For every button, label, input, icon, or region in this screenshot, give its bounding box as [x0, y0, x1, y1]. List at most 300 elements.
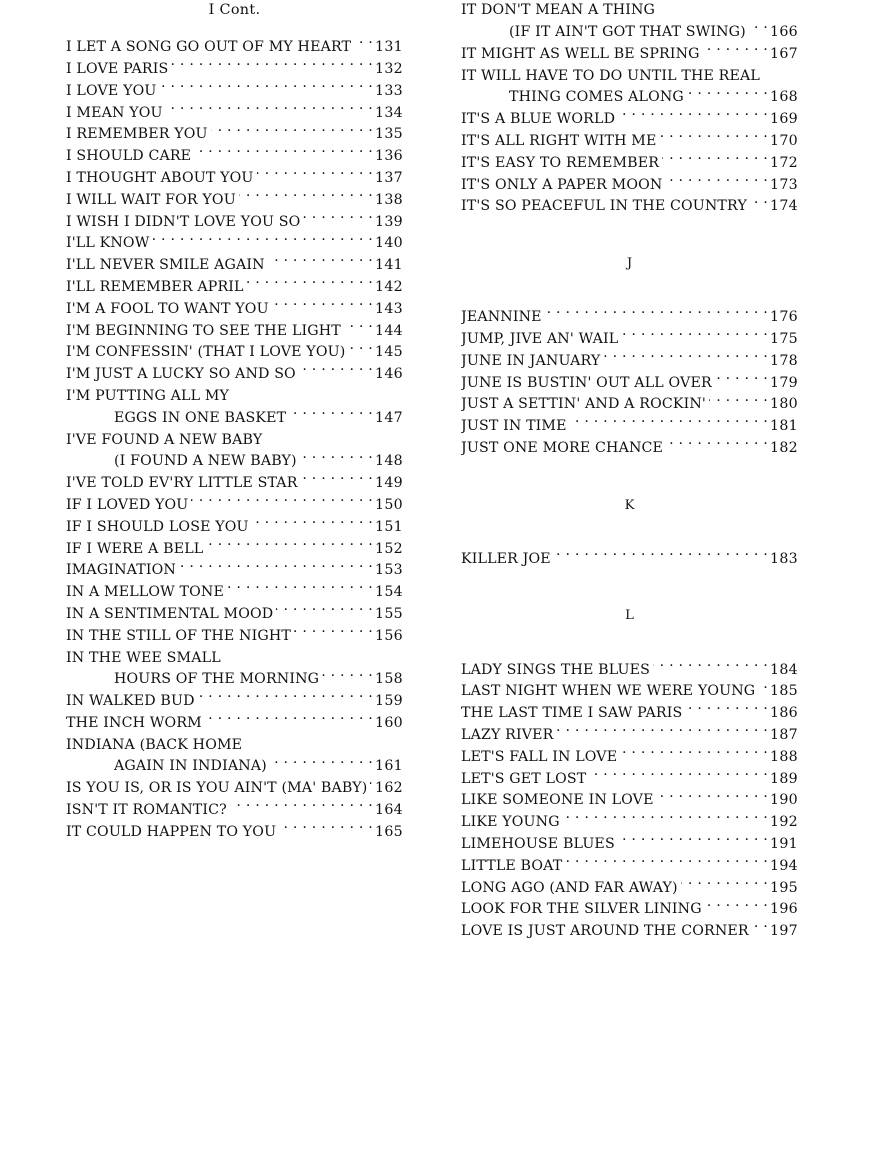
dot-leader	[554, 549, 768, 563]
entry-title: IT'S EASY TO REMEMBER	[461, 154, 660, 171]
entry-title: INDIANA (BACK HOME	[66, 736, 243, 753]
index-entry-line	[461, 703, 798, 725]
index-entry-line	[66, 277, 403, 299]
index-entry[interactable]	[461, 812, 798, 834]
index-entry[interactable]	[66, 102, 403, 124]
index-entry[interactable]	[66, 473, 403, 495]
index-entry[interactable]	[461, 372, 798, 394]
index-entry-line-continued	[66, 429, 403, 451]
dot-leader	[662, 153, 768, 167]
dot-leader	[265, 429, 401, 443]
entry-title: ISN'T IT ROMANTIC?	[66, 802, 227, 819]
entry-page-number: 152	[375, 540, 403, 557]
entry-title: LET'S FALL IN LOVE	[461, 748, 618, 765]
entry-title: LIKE SOMEONE IN LOVE	[461, 792, 654, 809]
index-entry-line	[66, 778, 403, 800]
section-spacer-bottom	[461, 274, 798, 307]
entry-title: JEANNINE	[461, 309, 542, 326]
dot-leader	[205, 713, 373, 727]
entry-page-number: 180	[770, 396, 798, 413]
entry-page-number: 196	[770, 901, 798, 918]
entry-page-number: 197	[770, 923, 798, 940]
dot-leader	[563, 812, 768, 826]
index-entry[interactable]	[66, 517, 403, 539]
index-entry[interactable]	[461, 877, 798, 899]
dot-leader	[171, 59, 373, 73]
index-entry-line	[66, 364, 403, 386]
index-entry[interactable]	[66, 168, 403, 190]
index-entry-line	[461, 394, 798, 416]
dot-leader	[299, 364, 373, 378]
entry-page-number: 174	[770, 198, 798, 215]
dot-leader	[270, 756, 373, 770]
dot-leader	[300, 451, 373, 465]
index-entry[interactable]	[461, 44, 798, 66]
dot-leader	[301, 473, 373, 487]
index-entry[interactable]	[461, 703, 798, 725]
index-entry[interactable]	[66, 538, 403, 560]
entry-title: IT WILL HAVE TO DO UNTIL THE REAL	[461, 67, 760, 84]
dot-leader	[763, 65, 796, 79]
index-entry[interactable]	[66, 255, 403, 277]
entry-title: I'VE FOUND A NEW BABY	[66, 431, 263, 448]
section-spacer-top	[461, 218, 798, 254]
dot-leader	[370, 778, 373, 792]
entry-page-number: 192	[770, 814, 798, 831]
entry-title: EGGS IN ONE BASKET	[114, 409, 287, 426]
entry-title: LIKE YOUNG	[461, 814, 560, 831]
index-entry[interactable]	[461, 307, 798, 329]
entry-page-number: 141	[375, 257, 403, 274]
dot-leader	[570, 416, 768, 430]
dot-leader	[268, 255, 373, 269]
entry-title: I WISH I DIDN'T LOVE YOU SO	[66, 213, 301, 230]
index-entry-line	[461, 22, 798, 44]
entry-title: IMAGINATION	[66, 562, 176, 579]
entry-page-number: 147	[375, 409, 403, 426]
index-entry[interactable]	[461, 747, 798, 769]
dot-leader	[348, 342, 373, 356]
entry-page-number: 188	[770, 748, 798, 765]
entry-page-number: 140	[375, 235, 403, 252]
index-entry-line	[66, 495, 403, 517]
entry-page-number: 178	[770, 352, 798, 369]
entry-title: (I FOUND A NEW BABY)	[114, 453, 297, 470]
index-entry[interactable]	[66, 647, 403, 691]
header-spacer	[66, 20, 403, 37]
index-entry-line	[461, 372, 798, 394]
entry-title: IT MIGHT AS WELL BE SPRING	[461, 45, 700, 62]
index-entry-line	[461, 899, 798, 921]
index-entry[interactable]	[66, 37, 403, 59]
entry-title: AGAIN IN INDIANA)	[114, 758, 267, 775]
entry-title: I LOVE YOU	[66, 82, 157, 99]
entry-title: LOOK FOR THE SILVER LINING	[461, 901, 702, 918]
index-entry[interactable]	[66, 778, 403, 800]
index-entry-line-continued	[461, 0, 798, 22]
index-entry[interactable]	[461, 131, 798, 153]
index-entry-line	[461, 549, 798, 571]
dot-leader	[589, 768, 768, 782]
dot-leader	[658, 0, 796, 14]
index-entry-line	[461, 44, 798, 66]
entry-title: THE INCH WORM	[66, 714, 202, 731]
index-entry[interactable]	[66, 59, 403, 81]
dot-leader	[749, 22, 768, 36]
entry-page-number: 179	[770, 374, 798, 391]
entry-page-number: 155	[375, 605, 403, 622]
dot-leader	[715, 372, 768, 386]
dot-leader	[758, 681, 768, 695]
index-entry[interactable]	[66, 320, 403, 342]
index-entry[interactable]	[461, 790, 798, 812]
index-entry[interactable]	[461, 0, 798, 44]
dot-leader	[276, 604, 373, 618]
index-entry[interactable]	[66, 299, 403, 321]
entry-title: I LOVE PARIS	[66, 60, 169, 77]
index-entry-line	[66, 582, 403, 604]
index-entry-line	[66, 473, 403, 495]
dot-leader	[179, 560, 373, 574]
index-entry-line	[66, 146, 403, 168]
entry-page-number: 158	[375, 671, 403, 688]
index-entry-line	[66, 342, 403, 364]
dot-leader	[166, 102, 373, 116]
index-entry[interactable]	[66, 626, 403, 648]
entry-title: LITTLE BOAT	[461, 857, 563, 874]
index-entry[interactable]	[66, 233, 403, 255]
entry-title: I'VE TOLD EV'RY LITTLE STAR	[66, 475, 298, 492]
index-entry-line	[66, 517, 403, 539]
index-entry-line	[461, 921, 798, 943]
dot-leader	[703, 44, 768, 58]
entry-title: IN THE WEE SMALL	[66, 649, 221, 666]
dot-leader	[752, 921, 768, 935]
dot-leader	[211, 124, 373, 138]
entry-page-number: 186	[770, 705, 798, 722]
index-entry[interactable]	[66, 211, 403, 233]
dot-leader	[289, 408, 373, 422]
index-entry-line	[66, 800, 403, 822]
entry-page-number: 166	[770, 23, 798, 40]
dot-leader	[621, 329, 768, 343]
index-entry[interactable]	[461, 725, 798, 747]
index-entry[interactable]	[66, 146, 403, 168]
index-entry[interactable]	[66, 822, 403, 844]
entry-title: IN A MELLOW TONE	[66, 584, 224, 601]
entry-title: KILLER JOE	[461, 550, 551, 567]
entry-page-number: 187	[770, 726, 798, 743]
entry-title: I REMEMBER YOU	[66, 126, 208, 143]
section-spacer-bottom	[461, 516, 798, 549]
entry-title: I'M JUST A LUCKY SO AND SO	[66, 366, 296, 383]
index-entry[interactable]	[461, 834, 798, 856]
dot-leader	[705, 899, 768, 913]
dot-leader	[194, 146, 373, 160]
index-entry-line	[461, 329, 798, 351]
entry-page-number: 183	[770, 550, 798, 567]
entry-page-number: 133	[375, 82, 403, 99]
dot-leader	[159, 81, 373, 95]
dot-leader	[294, 626, 373, 640]
dot-leader	[618, 109, 768, 123]
entry-page-number: 134	[375, 104, 403, 121]
index-entry-line	[66, 211, 403, 233]
entry-page-number: 169	[770, 111, 798, 128]
dot-leader	[344, 320, 373, 334]
entry-title: JUNE IN JANUARY	[461, 352, 601, 369]
entry-title: LET'S GET LOST	[461, 770, 587, 787]
entry-title: I WILL WAIT FOR YOU	[66, 191, 236, 208]
entry-page-number: 161	[375, 758, 403, 775]
index-entry[interactable]	[461, 416, 798, 438]
entry-title: IS YOU IS, OR IS YOU AIN'T (MA' BABY)	[66, 780, 368, 797]
entry-title: LAST NIGHT WHEN WE WERE YOUNG	[461, 683, 756, 700]
entry-title: JUST A SETTIN' AND A ROCKIN'	[461, 396, 706, 413]
dot-leader	[152, 233, 373, 247]
entry-page-number: 162	[375, 780, 403, 797]
index-entry-line	[461, 725, 798, 747]
entry-page-number: 191	[770, 835, 798, 852]
index-entry[interactable]	[461, 549, 798, 571]
entry-page-number: 195	[770, 879, 798, 896]
entry-page-number: 190	[770, 792, 798, 809]
dot-leader	[659, 131, 768, 145]
entry-page-number: 175	[770, 330, 798, 347]
entry-title: HOURS OF THE MORNING	[114, 671, 320, 688]
entry-page-number: 135	[375, 126, 403, 143]
entry-page-number: 185	[770, 683, 798, 700]
dot-leader	[303, 211, 373, 225]
index-entry-line	[66, 233, 403, 255]
entry-title: IF I LOVED YOU	[66, 496, 189, 513]
index-entry[interactable]	[66, 582, 403, 604]
index-entry[interactable]	[461, 174, 798, 196]
entry-page-number: 181	[770, 418, 798, 435]
index-entry[interactable]	[461, 659, 798, 681]
entry-title: JUST IN TIME	[461, 418, 567, 435]
index-entry-line	[461, 351, 798, 373]
entry-title: I'LL REMEMBER APRIL	[66, 278, 244, 295]
index-entry[interactable]	[461, 394, 798, 416]
entry-page-number: 132	[375, 60, 403, 77]
entry-page-number: 146	[375, 366, 403, 383]
index-entry[interactable]	[66, 735, 403, 779]
entry-title: THING COMES ALONG	[509, 89, 684, 106]
entry-title: (IF IT AIN'T GOT THAT SWING)	[509, 23, 746, 40]
index-entry-line	[461, 812, 798, 834]
index-entry[interactable]	[66, 364, 403, 386]
index-entry-list-left	[66, 37, 403, 843]
dot-leader	[206, 538, 373, 552]
entry-title: I'LL KNOW	[66, 235, 150, 252]
index-entry[interactable]	[66, 277, 403, 299]
index-entry-line	[461, 109, 798, 131]
dot-leader	[653, 659, 768, 673]
entry-title: JUNE IS BUSTIN' OUT ALL OVER	[461, 374, 712, 391]
entry-page-number: 184	[770, 661, 798, 678]
index-entry[interactable]	[461, 109, 798, 131]
dot-leader	[750, 196, 768, 210]
dot-leader	[565, 856, 768, 870]
index-entry[interactable]	[66, 691, 403, 713]
index-entry-line	[66, 37, 403, 59]
entry-page-number: 167	[770, 45, 798, 62]
index-entry-line	[461, 834, 798, 856]
entry-title: IT COULD HAPPEN TO YOU	[66, 823, 277, 840]
entry-title: I MEAN YOU	[66, 104, 163, 121]
index-entry-line-continued	[66, 735, 403, 757]
index-entry[interactable]	[461, 196, 798, 218]
entry-title: THE LAST TIME I SAW PARIS	[461, 705, 683, 722]
entry-title: I'M PUTTING ALL MY	[66, 387, 230, 404]
index-entry[interactable]	[66, 190, 403, 212]
entry-page-number: 182	[770, 439, 798, 456]
entry-page-number: 172	[770, 154, 798, 171]
index-entry-line	[461, 196, 798, 218]
index-entry[interactable]	[66, 713, 403, 735]
index-entry-line	[461, 87, 798, 109]
entry-page-number: 173	[770, 176, 798, 193]
entry-title: IT'S A BLUE WORLD	[461, 111, 616, 128]
section-letter-heading: K	[624, 497, 635, 513]
dot-leader	[191, 495, 373, 509]
entry-page-number: 148	[375, 453, 403, 470]
entry-page-number: 159	[375, 693, 403, 710]
index-entry-line	[66, 81, 403, 103]
entry-page-number: 194	[770, 857, 798, 874]
entry-page-number: 154	[375, 584, 403, 601]
entry-page-number: 144	[375, 322, 403, 339]
index-entry[interactable]	[461, 153, 798, 175]
index-entry-line	[461, 153, 798, 175]
entry-title: IT'S SO PEACEFUL IN THE COUNTRY	[461, 198, 747, 215]
dot-leader	[232, 386, 401, 400]
entry-title: I THOUGHT ABOUT YOU	[66, 169, 254, 186]
entry-page-number: 138	[375, 191, 403, 208]
index-entry-line	[66, 102, 403, 124]
entry-page-number: 189	[770, 770, 798, 787]
entry-page-number: 164	[375, 802, 403, 819]
index-entry-line	[66, 451, 403, 473]
index-entry[interactable]	[461, 856, 798, 878]
index-entry[interactable]	[461, 768, 798, 790]
entry-page-number: 151	[375, 518, 403, 535]
index-entry[interactable]	[461, 681, 798, 703]
index-entry-line	[66, 691, 403, 713]
index-column-right	[461, 0, 798, 943]
dot-leader	[245, 735, 401, 749]
entry-title: I'LL NEVER SMILE AGAIN	[66, 257, 265, 274]
index-entry-line	[461, 790, 798, 812]
entry-page-number: 143	[375, 300, 403, 317]
index-entry-line	[461, 174, 798, 196]
dot-leader	[257, 168, 373, 182]
entry-page-number: 137	[375, 169, 403, 186]
dot-leader	[603, 351, 768, 365]
index-entry[interactable]	[461, 921, 798, 943]
index-entry-line	[66, 299, 403, 321]
index-entry[interactable]	[66, 386, 403, 430]
entry-title: LOVE IS JUST AROUND THE CORNER	[461, 923, 749, 940]
index-entry[interactable]	[461, 329, 798, 351]
entry-title: I'M A FOOL TO WANT YOU	[66, 300, 269, 317]
entry-page-number: 153	[375, 562, 403, 579]
entry-title: I LET A SONG GO OUT OF MY HEART	[66, 39, 352, 56]
section-spacer-bottom	[461, 626, 798, 659]
index-entry[interactable]	[66, 495, 403, 517]
index-entry[interactable]	[66, 81, 403, 103]
index-entry[interactable]	[461, 65, 798, 109]
index-entry[interactable]	[461, 899, 798, 921]
index-entry[interactable]	[66, 604, 403, 626]
dot-leader	[657, 790, 768, 804]
index-entry[interactable]	[66, 342, 403, 364]
section-spacer-top	[461, 570, 798, 606]
entry-title: IT'S ONLY A PAPER MOON	[461, 176, 663, 193]
section-letter-heading: L	[625, 608, 634, 624]
entry-title: IF I SHOULD LOSE YOU	[66, 518, 249, 535]
entry-page-number: 160	[375, 714, 403, 731]
entry-page-number: 131	[375, 39, 403, 56]
index-entry-line	[461, 438, 798, 460]
entry-title: JUMP, JIVE AN' WAIL	[461, 330, 619, 347]
entry-title: IF I WERE A BELL	[66, 540, 204, 557]
index-entry-line	[461, 877, 798, 899]
index-entry[interactable]	[66, 124, 403, 146]
entry-title: LADY SINGS THE BLUES	[461, 661, 651, 678]
index-entry-line	[66, 59, 403, 81]
index-entry[interactable]	[66, 800, 403, 822]
index-entry-line	[66, 538, 403, 560]
entry-page-number: 139	[375, 213, 403, 230]
index-column-left	[66, 0, 403, 843]
dot-leader	[620, 747, 768, 761]
dot-leader	[709, 394, 768, 408]
index-entry[interactable]	[66, 560, 403, 582]
index-entry-line	[66, 320, 403, 342]
section-spacer-top	[461, 460, 798, 496]
entry-title: IT DON'T MEAN A THING	[461, 2, 656, 19]
dot-leader	[227, 582, 373, 596]
index-entry-line	[461, 131, 798, 153]
index-entry[interactable]	[66, 429, 403, 473]
dot-leader	[556, 725, 768, 739]
section-letter-heading: J	[626, 255, 633, 271]
index-entry-line	[66, 822, 403, 844]
index-entry-line	[66, 669, 403, 691]
entry-page-number: 165	[375, 823, 403, 840]
entry-title: I'M CONFESSIN' (THAT I LOVE YOU)	[66, 344, 346, 361]
index-entry-line	[66, 604, 403, 626]
dot-leader	[279, 822, 373, 836]
entry-page-number: 168	[770, 89, 798, 106]
entry-page-number: 142	[375, 278, 403, 295]
index-entry-line	[66, 560, 403, 582]
index-entry-line	[66, 756, 403, 778]
dot-leader	[322, 669, 373, 683]
dot-leader	[252, 517, 373, 531]
entry-title: IN WALKED BUD	[66, 693, 195, 710]
index-entry-line	[66, 255, 403, 277]
index-entry-line-continued	[66, 647, 403, 669]
entry-title: I SHOULD CARE	[66, 148, 192, 165]
entry-title: LIMEHOUSE BLUES	[461, 835, 615, 852]
index-entry[interactable]	[461, 438, 798, 460]
index-entry[interactable]	[461, 351, 798, 373]
index-entry-line-continued	[66, 386, 403, 408]
index-entry-line	[461, 856, 798, 878]
